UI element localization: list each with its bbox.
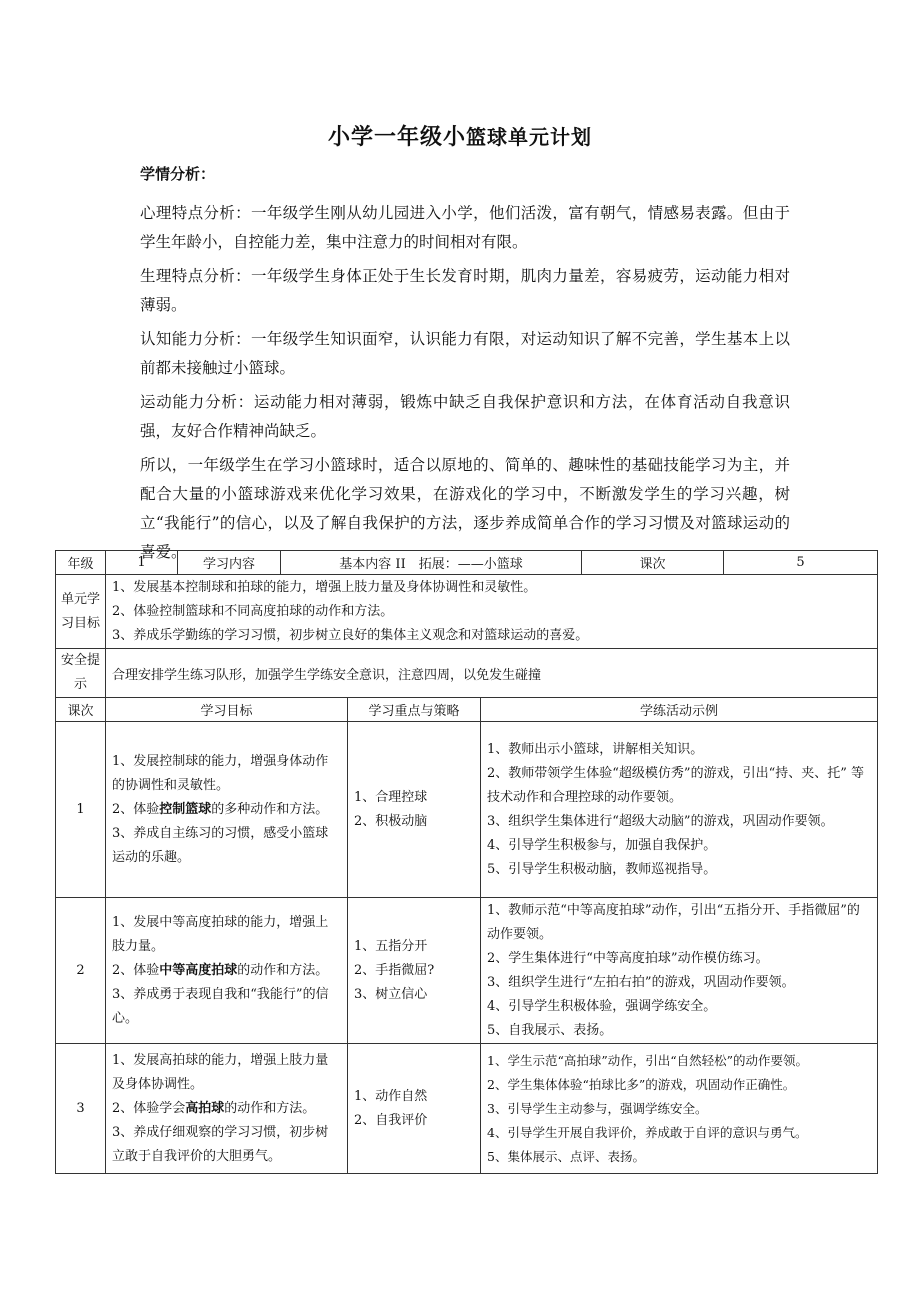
- column-header-row: [56, 698, 878, 722]
- focus-item: 2、积极动脑: [354, 813, 428, 829]
- grade-value: 1: [106, 551, 178, 575]
- activity-item: 5、自我展示、表扬。: [487, 1022, 613, 1038]
- col-header-activities: 学练活动示例: [481, 698, 878, 722]
- activity-item: 3、组织学生进行“左拍右拍”的游戏，巩固动作要领。: [487, 974, 795, 990]
- goal-keyword: 高拍球: [185, 1100, 225, 1116]
- goal-keyword: 中等高度拍球: [159, 962, 238, 978]
- activity-item: 4、引导学生开展自我评价，养成敢于自评的意识与勇气。: [487, 1124, 808, 1140]
- goal-text: 2、体验: [112, 962, 160, 978]
- table-row: [56, 1044, 878, 1174]
- lesson-focus: [348, 898, 481, 1044]
- lesson-focus: [348, 722, 481, 898]
- lesson-goal-item: 1、发展高拍球的能力，增强上肢力量及身体协调性。: [112, 1052, 329, 1092]
- activity-item: 3、组织学生集体进行“超级大动脑”的游戏，巩固动作要领。: [487, 813, 834, 829]
- activity-item: 2、学生集体体验“拍球比多”的游戏，巩固动作正确性。: [487, 1076, 796, 1092]
- activity-item: 2、学生集体进行“中等高度拍球”动作模仿练习。: [487, 950, 769, 966]
- activity-item: 1、学生示范“高拍球”动作，引出“自然轻松”的动作要领。: [487, 1052, 809, 1068]
- lesson-goal-item: [112, 959, 341, 983]
- analysis-paragraph: 认知能力分析：一年级学生知识面窄，认识能力有限，对运动知识了解不完善，学生基本上以前都未接触过小篮球。: [140, 330, 790, 377]
- focus-item: 2、手指微屈?: [354, 962, 435, 978]
- lesson-activities: [481, 722, 878, 898]
- activity-item: 3、引导学生主动参与，强调学练安全。: [487, 1100, 708, 1116]
- safety-text: 合理安排学生练习队形，加强学生学练安全意识，注意四周，以免发生碰撞: [106, 649, 878, 698]
- table-row: [56, 722, 878, 898]
- lesson-goal-item: 1、发展中等高度拍球的能力，增强上肢力量。: [112, 914, 329, 954]
- activity-item: 2、教师带领学生体验“超级模仿秀”的游戏，引出“持、夹、托” 等技术动作和合理控球的动作要领。: [487, 765, 864, 805]
- title-rest: 篮球单元计划: [466, 125, 592, 149]
- col-header-goals: 学习目标: [106, 698, 348, 722]
- lesson-number: 1: [56, 722, 106, 898]
- unit-goal-item: 1、发展基本控制球和拍球的能力，增强上肢力量及身体协调性和灵敏性。: [112, 579, 537, 595]
- lessons-label: 课次: [582, 551, 724, 575]
- unit-goals-row: [56, 575, 878, 649]
- activity-item: 4、引导学生积极体验，强调学练安全。: [487, 998, 717, 1014]
- lessons-value: 5: [724, 551, 878, 575]
- lesson-goal-item: [112, 798, 341, 822]
- analysis-paragraph: 生理特点分析：一年级学生身体正处于生长发育时期，肌肉力量差，容易疲劳，运动能力相对薄弱。: [140, 267, 790, 314]
- lesson-goals: [106, 898, 348, 1044]
- page-title: [0, 120, 920, 151]
- lesson-goal-item: 3、养成勇于表现自我和“我能行”的信心。: [112, 986, 329, 1026]
- learner-analysis: [140, 160, 790, 572]
- unit-goal-item: 3、养成乐学勤练的学习习惯，初步树立良好的集体主义观念和对篮球运动的喜爱。: [112, 627, 589, 643]
- unit-plan-table: [55, 550, 878, 1174]
- activity-item: 1、教师出示小篮球，讲解相关知识。: [487, 741, 704, 757]
- goal-text: 2、体验: [112, 801, 160, 817]
- unit-goals-list: [106, 575, 878, 649]
- focus-item: 1、五指分开: [354, 938, 428, 954]
- lesson-goals: [106, 1044, 348, 1174]
- lesson-activities: [481, 1044, 878, 1174]
- safety-label: 安全提示: [56, 649, 106, 698]
- lesson-activities: [481, 898, 878, 1044]
- focus-item: 3、树立信心: [354, 986, 428, 1002]
- table-row: [56, 898, 878, 1044]
- goal-text: 2、体验学会: [112, 1100, 186, 1116]
- lesson-goal-item: [112, 1097, 341, 1121]
- lesson-number: 3: [56, 1044, 106, 1174]
- title-main: 小学一年级小: [327, 125, 466, 150]
- lesson-number: 2: [56, 898, 106, 1044]
- content-label: 学习内容: [178, 551, 281, 575]
- col-header-lesson: 课次: [56, 698, 106, 722]
- goal-text: 的动作和方法。: [237, 962, 329, 978]
- focus-item: 2、自我评价: [354, 1112, 428, 1128]
- safety-row: [56, 649, 878, 698]
- unit-goals-label: 单元学习目标: [56, 575, 106, 649]
- goal-text: 的动作和方法。: [224, 1100, 316, 1116]
- focus-item: 1、合理控球: [354, 789, 428, 805]
- lesson-goal-item: 3、养成仔细观察的学习习惯，初步树立敢于自我评价的大胆勇气。: [112, 1124, 329, 1164]
- lesson-goals: [106, 722, 348, 898]
- lesson-goal-item: 1、发展控制球的能力，增强身体动作的协调性和灵敏性。: [112, 753, 329, 793]
- activity-item: 1、教师示范“中等高度拍球”动作，引出“五指分开、手指微屈”的动作要领。: [487, 902, 860, 942]
- goal-keyword: 控制篮球: [159, 801, 212, 817]
- analysis-paragraph: 心理特点分析：一年级学生刚从幼儿园进入小学，他们活泼，富有朝气，情感易表露。但由于学生年龄小，自控能力差，集中注意力的时间相对有限。: [140, 204, 790, 251]
- analysis-paragraph: 运动能力分析：运动能力相对薄弱，锻炼中缺乏自我保护意识和方法，在体育活动自我意识强，友好合作精神尚缺乏。: [140, 393, 790, 440]
- header-row: [56, 551, 878, 575]
- lesson-focus: [348, 1044, 481, 1174]
- grade-label: 年级: [56, 551, 106, 575]
- content-value: 基本内容 II 拓展：——小篮球: [281, 551, 582, 575]
- col-header-focus: 学习重点与策略: [348, 698, 481, 722]
- focus-item: 1、动作自然: [354, 1088, 428, 1104]
- analysis-paragraph: 所以，一年级学生在学习小篮球时，适合以原地的、简单的、趣味性的基础技能学习为主，并配合大量的小篮球游戏来优化学习效果，在游戏化的学习中，不断激发学生的学习兴趣，树立“我能行”的信心，以及了解自我保护的方法，逐步养成简单合作的学习习惯及对篮球运动的喜爱。: [140, 456, 790, 561]
- activity-item: 5、引导学生积极动脑，教师巡视指导。: [487, 861, 717, 877]
- activity-item: 4、引导学生积极参与，加强自我保护。: [487, 837, 717, 853]
- goal-text: 的多种动作和方法。: [211, 801, 329, 817]
- analysis-heading: 学情分析：: [140, 165, 216, 183]
- lesson-goal-item: 3、养成自主练习的习惯，感受小篮球运动的乐趣。: [112, 825, 329, 865]
- unit-goal-item: 2、体验控制篮球和不同高度拍球的动作和方法。: [112, 603, 394, 619]
- activity-item: 5、集体展示、点评、表扬。: [487, 1148, 645, 1164]
